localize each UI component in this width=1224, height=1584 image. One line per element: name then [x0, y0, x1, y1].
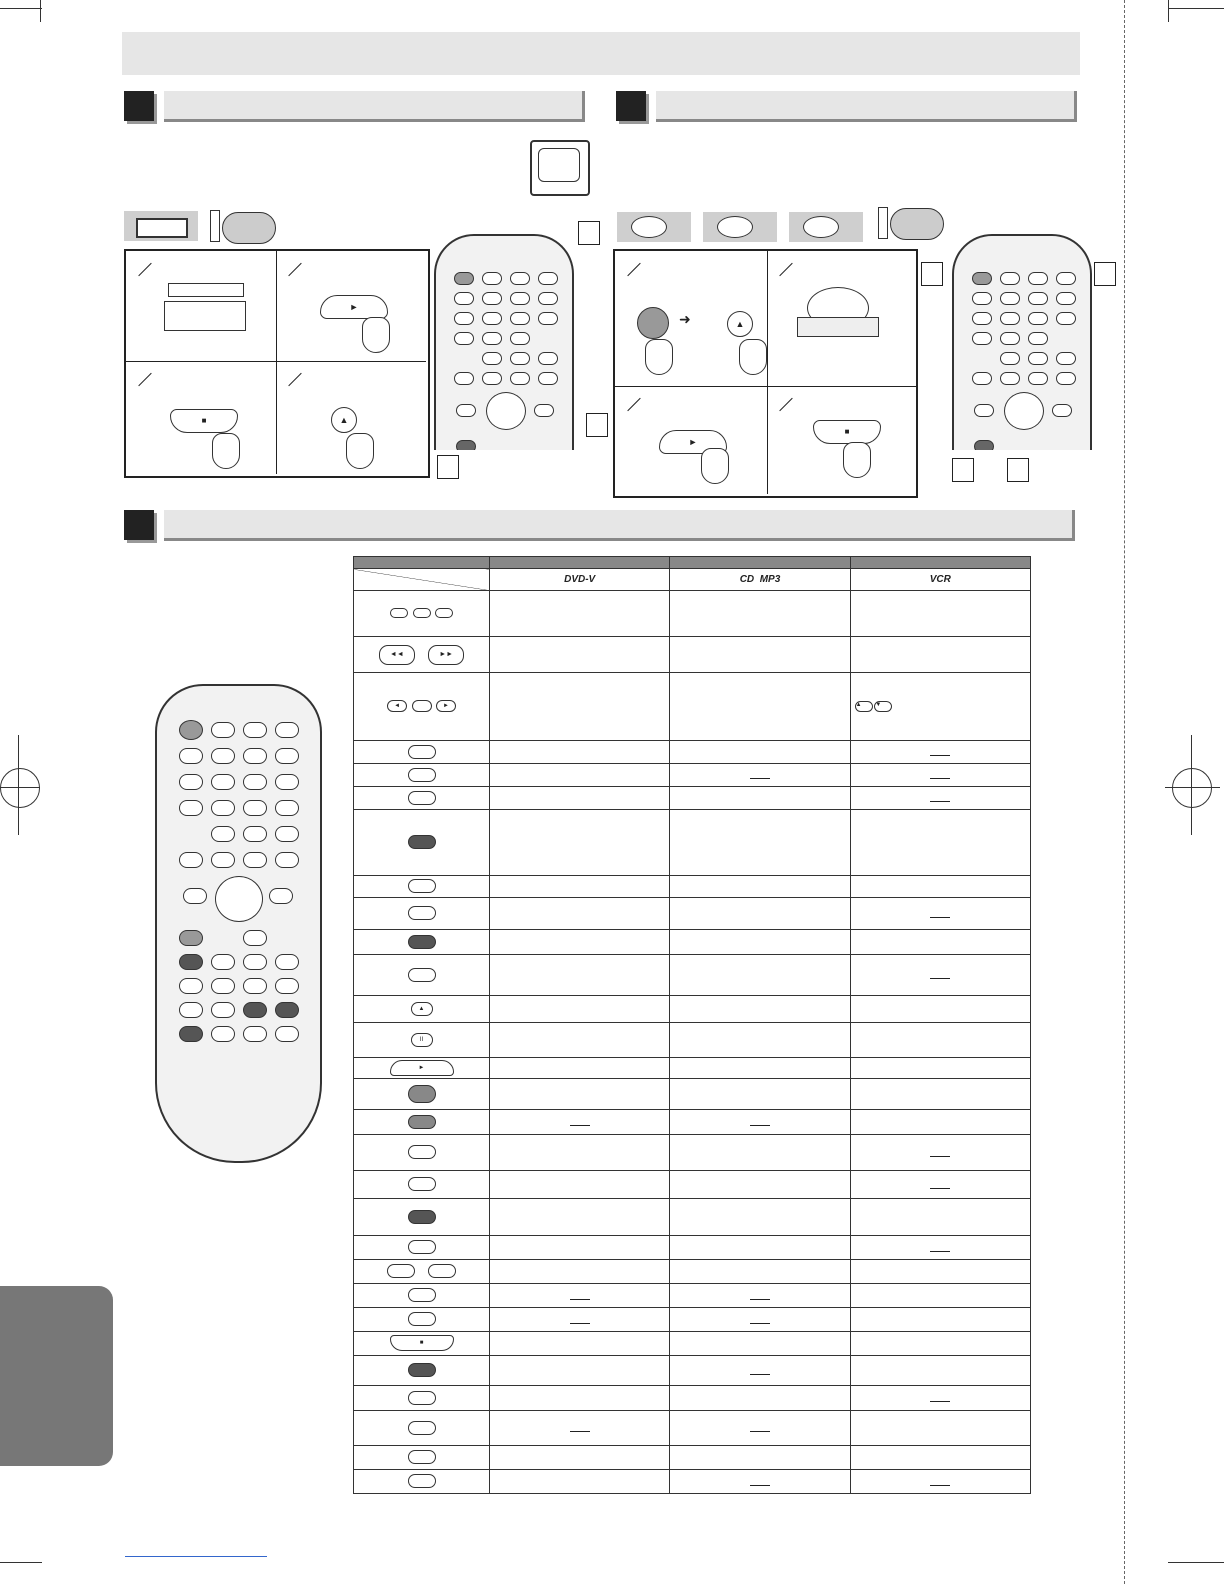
- remote-button-icon: [454, 372, 474, 385]
- section-1-number-box: [124, 91, 154, 121]
- table-corner-cell: [354, 569, 490, 591]
- tv-icon: [530, 140, 590, 196]
- number-buttons-icon: [435, 608, 453, 618]
- not-available-mark: [570, 1431, 590, 1432]
- table-row: [354, 1058, 1031, 1079]
- power-button-icon: [637, 307, 669, 339]
- section-3-number-box: [124, 510, 154, 540]
- remote-button-icon: [1000, 352, 1020, 365]
- registration-mark: [1191, 735, 1192, 835]
- remote-button-icon: [482, 312, 502, 325]
- not-available-mark: [750, 1125, 770, 1126]
- record-button-icon: [408, 906, 436, 920]
- not-available-mark: [750, 1299, 770, 1300]
- cassette-icon: [164, 301, 246, 331]
- remote-button-icon: [243, 722, 267, 738]
- registration-mark: [1172, 768, 1212, 808]
- pause-button-icon: II: [411, 1033, 433, 1047]
- crop-mark: [1168, 1562, 1224, 1563]
- remote-button-icon: [211, 852, 235, 868]
- switch-icon: [878, 207, 888, 239]
- step-stop: [767, 386, 916, 494]
- remote-button-icon: [275, 774, 299, 790]
- remote-button-icon: [211, 978, 235, 994]
- fast-forward-button-icon: [1052, 404, 1072, 417]
- stop-button-icon: ■: [170, 409, 238, 433]
- not-available-mark: [930, 1251, 950, 1252]
- table-row: [354, 1236, 1031, 1260]
- callout-box: [952, 458, 974, 482]
- arrow-down-icon: ▼: [874, 701, 892, 712]
- remote-button-icon: [538, 292, 558, 305]
- fast-forward-button-icon: [269, 888, 293, 904]
- callout-box: [578, 221, 600, 245]
- slow-button-icon: [408, 1288, 436, 1302]
- remote-button-icon: [1028, 352, 1048, 365]
- remote-button-icon: [211, 1026, 235, 1042]
- remote-button-icon: [243, 826, 267, 842]
- remote-button-icon: [454, 292, 474, 305]
- remote-button-icon: [408, 1312, 436, 1326]
- remote-button-icon: [211, 826, 235, 842]
- table-row: [354, 1411, 1031, 1446]
- hand-icon: [346, 433, 374, 469]
- step-stop: [126, 361, 277, 474]
- crop-mark: [125, 1556, 267, 1557]
- disc-icon: [617, 212, 691, 242]
- remote-button-icon: [243, 978, 267, 994]
- callout-box: [1094, 262, 1116, 286]
- power-button-icon: [408, 1085, 436, 1103]
- remote-button-icon: [211, 1002, 235, 1018]
- table-row: [354, 1470, 1031, 1494]
- remote-button-icon: [1056, 372, 1076, 385]
- power-button-icon: [972, 272, 992, 285]
- remote-button-icon: [275, 852, 299, 868]
- table-row: [354, 1356, 1031, 1386]
- remote-button-icon: [408, 935, 436, 949]
- remote-button-icon: [275, 978, 299, 994]
- remote-button-icon: [482, 332, 502, 345]
- remote-button-icon: [972, 372, 992, 385]
- mp3-logo: MP3: [759, 574, 781, 585]
- not-available-mark: [750, 1485, 770, 1486]
- fast-forward-button-icon: ►►: [428, 645, 464, 665]
- remote-button-icon: [1028, 272, 1048, 285]
- eject-button-icon: ▲: [727, 311, 753, 337]
- table-row: [354, 876, 1031, 898]
- hand-icon: [212, 433, 240, 469]
- crop-mark: [0, 8, 42, 9]
- remote-button-icon: [408, 968, 436, 982]
- table-row: [354, 787, 1031, 810]
- remote-button-icon: [408, 1210, 436, 1224]
- rewind-button-icon: [183, 888, 207, 904]
- dvd-video-logo: DVD-V: [490, 569, 670, 591]
- remote-button-icon: [179, 1026, 203, 1042]
- power-button-icon: [179, 720, 203, 740]
- not-available-mark: [930, 1188, 950, 1189]
- remote-button-icon: [538, 312, 558, 325]
- remote-button-icon: [211, 722, 235, 738]
- play-button-icon: ►: [390, 1060, 454, 1076]
- remote-button-icon: [408, 1474, 436, 1488]
- table-row: [354, 1386, 1031, 1411]
- not-available-mark: [930, 755, 950, 756]
- remote-button-icon: [972, 292, 992, 305]
- registration-mark: [1165, 787, 1220, 788]
- stop-button-icon: ■: [390, 1335, 454, 1351]
- remote-button-icon: [408, 1240, 436, 1254]
- table-row: [354, 1284, 1031, 1308]
- cassette-slot: [168, 283, 244, 297]
- table-row: [354, 898, 1031, 930]
- table-row: [354, 955, 1031, 996]
- remote-button-icon: [510, 372, 530, 385]
- arrow-right-icon: ►: [436, 700, 456, 712]
- remote-button-icon: [275, 1002, 299, 1018]
- vcr-logo: VCR: [850, 569, 1030, 591]
- remote-button-icon: [408, 1145, 436, 1159]
- remote-button-icon: [243, 774, 267, 790]
- fold-line: [1124, 0, 1125, 1584]
- table-row: [354, 996, 1031, 1023]
- remote-button-icon: [243, 1026, 267, 1042]
- arrow-left-icon: ◄: [387, 700, 407, 712]
- remote-button-icon: [275, 954, 299, 970]
- remote-button-icon: [1000, 372, 1020, 385]
- callout-box: [586, 413, 608, 437]
- remote-button-icon: [408, 1450, 436, 1464]
- not-available-mark: [930, 801, 950, 802]
- power-button-icon: [454, 272, 474, 285]
- play-stop-dial-icon: [1004, 392, 1044, 430]
- table-row: [354, 1260, 1031, 1284]
- disc-icon: [789, 212, 863, 242]
- hand-icon: [645, 339, 673, 375]
- dvd-select-icon: [890, 208, 944, 240]
- remote-button-icon: [408, 745, 436, 759]
- remote-button-icon: [211, 800, 235, 816]
- section-1-header: [164, 91, 585, 122]
- switch-icon: [210, 210, 220, 242]
- table-row: [354, 1079, 1031, 1110]
- remote-button-icon: [1056, 312, 1076, 325]
- disc-tray-icon: [797, 317, 879, 337]
- step-play: [276, 251, 426, 362]
- not-available-mark: [930, 1156, 950, 1157]
- remote-button-icon: [408, 835, 436, 849]
- arrow-up-icon: ▲: [855, 701, 873, 712]
- remote-button-icon: [243, 954, 267, 970]
- not-available-mark: [570, 1125, 590, 1126]
- section-3-header: [164, 510, 1075, 541]
- remote-button-icon: [408, 768, 436, 782]
- registration-mark: [18, 735, 19, 835]
- remote-button-icon: [1000, 332, 1020, 345]
- step-play: [615, 386, 768, 494]
- remote-button-icon: [1028, 372, 1048, 385]
- remote-button-icon: [538, 352, 558, 365]
- callout-box: [437, 455, 459, 479]
- not-available-mark: [930, 1401, 950, 1402]
- eject-button-icon: ▲: [411, 1002, 433, 1016]
- skip-forward-button-icon: [387, 1264, 415, 1278]
- skip-back-button-icon: [428, 1264, 456, 1278]
- remote-button-icon: [482, 272, 502, 285]
- remote-button-icon: [275, 800, 299, 816]
- remote-button-icon: [243, 800, 267, 816]
- remote-button-icon: [1000, 272, 1020, 285]
- cassette-icon: [124, 211, 198, 241]
- rewind-button-icon: [974, 404, 994, 417]
- not-available-mark: [930, 917, 950, 918]
- table-row: [354, 1332, 1031, 1356]
- dvd-button-icon: [408, 879, 436, 893]
- section-2-header: [656, 91, 1077, 122]
- remote-button-icon: [1028, 292, 1048, 305]
- remote-button-icon: [275, 826, 299, 842]
- play-stop-dial-icon: [215, 876, 263, 922]
- eject-button-icon: [538, 272, 558, 285]
- remote-button-icon: [510, 292, 530, 305]
- remote-button-icon: [1028, 332, 1048, 345]
- remote-button-icon: [1000, 312, 1020, 325]
- not-available-mark: [570, 1323, 590, 1324]
- remote-button-icon: [179, 748, 203, 764]
- remote-button-icon: [179, 1002, 203, 1018]
- disc-icon: [703, 212, 777, 242]
- remote-button-icon: [211, 774, 235, 790]
- table-row: [354, 673, 1031, 741]
- remote-button-icon: [179, 978, 203, 994]
- remote-button-icon: [1028, 312, 1048, 325]
- remote-button-icon: [243, 930, 267, 946]
- rewind-button-icon: ◄◄: [379, 645, 415, 665]
- remote-button-icon: [454, 332, 474, 345]
- hand-icon: [843, 442, 871, 478]
- remote-button-icon: [275, 748, 299, 764]
- table-row: [354, 1110, 1031, 1135]
- table-row: [354, 1446, 1031, 1470]
- crop-mark: [1168, 8, 1224, 9]
- step-insert-disc: [767, 251, 916, 387]
- remote-button-icon: [179, 774, 203, 790]
- remote-button-icon: [510, 272, 530, 285]
- table-row: [354, 1023, 1031, 1058]
- table-row: [354, 591, 1031, 637]
- side-tab: [0, 1286, 113, 1466]
- cd-logo: CD: [739, 574, 755, 585]
- not-available-mark: [930, 978, 950, 979]
- vcr-select-icon: [222, 212, 276, 244]
- remote-button-icon: [1000, 292, 1020, 305]
- table-row: [354, 930, 1031, 955]
- remote-button-icon: [211, 954, 235, 970]
- not-available-mark: [930, 778, 950, 779]
- section-2-number-box: [616, 91, 646, 121]
- enter-button-icon: [412, 700, 432, 712]
- hand-icon: [362, 317, 390, 353]
- function-table: [353, 556, 1031, 1494]
- remote-button-icon: [974, 440, 994, 450]
- remote-button-icon: [510, 332, 530, 345]
- callout-box: [1007, 458, 1029, 482]
- vcr-button-icon: [408, 1421, 436, 1435]
- remote-button-icon: [454, 312, 474, 325]
- hand-icon: [739, 339, 767, 375]
- arrow-right-icon: ➜: [679, 311, 691, 327]
- eject-button-icon: ▲: [331, 407, 357, 433]
- remote-button-icon: [243, 852, 267, 868]
- dvd-steps-panel: [613, 249, 918, 498]
- page-title-bar: [122, 32, 1080, 75]
- number-buttons-icon: [413, 608, 431, 618]
- remote-button-icon: [408, 1391, 436, 1405]
- remote-button-icon: [482, 352, 502, 365]
- remote-button-icon: [243, 748, 267, 764]
- remote-control-diagram: [952, 234, 1092, 450]
- remote-button-icon: [972, 312, 992, 325]
- remote-button-icon: [1056, 352, 1076, 365]
- remote-control-diagram: [434, 234, 574, 450]
- not-available-mark: [750, 1374, 770, 1375]
- remote-button-icon: [1056, 292, 1076, 305]
- table-row: [354, 637, 1031, 673]
- remote-button-icon: [179, 930, 203, 946]
- hand-icon: [701, 448, 729, 484]
- registration-mark: [0, 768, 40, 808]
- remote-button-icon: [510, 352, 530, 365]
- table-row: [354, 764, 1031, 787]
- remote-button-icon: [510, 312, 530, 325]
- table-row: [354, 741, 1031, 764]
- step-open-tray: [615, 251, 768, 387]
- remote-button-icon: [211, 748, 235, 764]
- crop-mark: [0, 1562, 42, 1563]
- remote-button-icon: [179, 800, 203, 816]
- remote-button-icon: [275, 1026, 299, 1042]
- remote-button-icon: [179, 852, 203, 868]
- vcr-steps-panel: [124, 249, 430, 478]
- remote-button-icon: [408, 1115, 436, 1129]
- remote-button-icon: [408, 1363, 436, 1377]
- not-available-mark: [750, 1323, 770, 1324]
- table-row: [354, 1199, 1031, 1236]
- table-row: [354, 1171, 1031, 1199]
- cd-mp3-logo: [670, 569, 850, 591]
- callout-box: [921, 262, 943, 286]
- eject-button-icon: [275, 722, 299, 738]
- not-available-mark: [930, 1485, 950, 1486]
- remote-button-icon: [243, 1002, 267, 1018]
- audio-button-icon: [408, 791, 436, 805]
- not-available-mark: [750, 1431, 770, 1432]
- play-stop-dial-icon: [486, 392, 526, 430]
- registration-mark: [0, 787, 40, 788]
- not-available-mark: [750, 778, 770, 779]
- step-insert-cassette: [126, 251, 277, 362]
- play-button-icon: ►: [320, 295, 388, 319]
- table-header-bar: [354, 557, 1031, 569]
- remote-control-large: [155, 684, 322, 1163]
- fast-forward-button-icon: [534, 404, 554, 417]
- remote-button-icon: [538, 372, 558, 385]
- table-row: [354, 810, 1031, 876]
- number-buttons-icon: [390, 608, 408, 618]
- return-button-icon: [408, 1177, 436, 1191]
- table-logo-row: [354, 569, 1031, 591]
- crop-mark: [1168, 0, 1169, 22]
- eject-button-icon: [1056, 272, 1076, 285]
- remote-button-icon: [456, 440, 476, 450]
- not-available-mark: [570, 1299, 590, 1300]
- table-row: [354, 1308, 1031, 1332]
- remote-button-icon: [482, 372, 502, 385]
- play-button-icon: ►: [659, 430, 727, 454]
- crop-mark: [40, 0, 41, 22]
- remote-button-icon: [179, 954, 203, 970]
- remote-button-icon: [482, 292, 502, 305]
- table-row: [354, 1135, 1031, 1171]
- stop-button-icon: ■: [813, 420, 881, 444]
- remote-button-icon: [972, 332, 992, 345]
- step-eject: [276, 361, 426, 474]
- rewind-button-icon: [456, 404, 476, 417]
